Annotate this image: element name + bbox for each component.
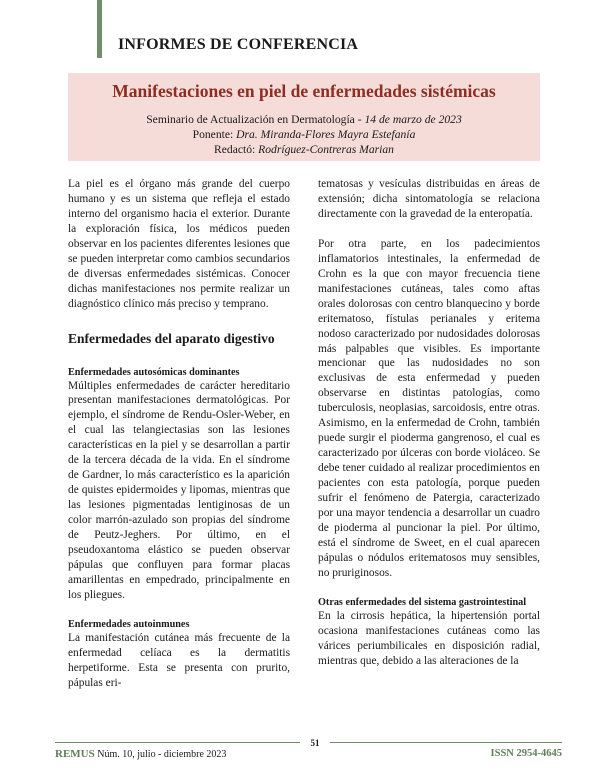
left-column [68,177,290,691]
celiac-continuation: tematosas y vesículas distribuidas en áreas de extensión; dicha sintomatología se relaciona directamente con la gravedad de la enteropatía. [318,178,540,220]
journal-issue: Núm. 10, julio - diciembre 2023 [94,749,227,760]
right-column [318,177,540,669]
seminar-date: 14 de marzo de 2023 [364,113,462,126]
speaker-label: Ponente: [192,128,237,141]
article-banner [68,73,540,161]
speaker-name: Dra. Miranda-Flores Mayra Estefanía [236,128,416,141]
footer-rule-right [330,742,562,743]
footer-rule-left [55,742,300,743]
crohn-paragraph: Por otra parte, en los padecimientos inflamatorios intestinales, la enfermedad de Crohn es la que con mayor frecuencia tiene manifestaciones cutáneas, tales como aftas orales dolorosas con centro blanquecino y borde eritematoso, fístulas perianales y eritema nodoso caracterizado por nudosidades dolorosas más palpables que visibles. Es importante mencionar que las nudosidades no son exclusivas de esta enfermedad y pueden observarse en distintas patologías, como tuberculosis, neoplasias, sarcoidosis, entre otras. Asimismo, en la enfermedad de Crohn, también puede surgir el pioderma gangrenoso, el cual es caracterizado por úlceras con borde violáceo. Se debe tener cuidado al realizar procedimientos en pacientes con esta patología, porque pueden sufrir el fenómeno de Patergia, caracterizado por una mayor tendencia a desarrollar un cuadro de pioderma al puncionar la piel. Por último, está el síndrome de Sweet, en el cual aparecen pápulas o nódulos eritematosos muy sensibles, no pruriginosos. [318,237,540,579]
journal-info [55,748,226,760]
page-number: 51 [310,738,320,748]
seminar-name: Seminario de Actualización en Dermatología - [146,113,365,126]
section-accent-bar [97,0,102,58]
writer-label: Redactó: [214,143,259,156]
journal-brand: REMUS [55,748,95,760]
digestive-heading: Enfermedades del aparato digestivo [68,330,275,346]
other-gi-subheading: Otras enfermedades del sistema gastrointestinal [318,596,527,608]
writer-line [68,143,540,156]
autoimmune-subheading: Enfermedades autoinmunes [68,618,190,630]
autoimmune-paragraph: La manifestación cutánea más frecuente de la enfermedad celíaca es la dermatitis herpetiforme. Esta se presenta con prurito, pápulas eri- [68,631,290,689]
autosomal-paragraph: Múltiples enfermedades de carácter hereditario presentan manifestaciones dermatológicas. Por ejemplo, el síndrome de Rendu-Osler-Weber, en el cual las telangiectasias son las lesiones características en la piel y se desarrollan a partir de la tercera década de la vida. En el síndrome de Gardner, lo más característico es la aparición de quistes epidermoides y lipomas, mientras que las lesiones pigmentadas lentiginosas de un color marrón-azulado son propias del síndrome de Peutz-Jeghers. Por último, en el pseudoxantoma elástico se pueden observar pápulas que confluyen para formar placas amarillentas en empedrado, principalmente en los pliegues. [68,379,290,601]
autosomal-subheading: Enfermedades autosómicas dominantes [68,366,240,378]
speaker-line [68,128,540,141]
intro-paragraph: La piel es el órgano más grande del cuerpo humano y es un sistema que refleja el estado interno del organismo hacia el exterior. Durante la exploración física, los médicos pueden observar en los pacientes diferentes lesiones que se pueden interpretar como cambios secundarios de diversas enfermedades sistémicas. Conocer dichas manifestaciones nos permite realizar un diagnóstico clínico más preciso y temprano. [68,178,290,310]
cirrhosis-paragraph: En la cirrosis hepática, la hipertensión portal ocasiona manifestaciones cutáneas como las várices periumbilicales en disposición radial, mientras que, debido a las alteraciones de la [318,609,540,667]
article-title: Manifestaciones en piel de enfermedades sistémicas [112,81,496,101]
issn: ISSN 2954-4645 [490,748,562,759]
writer-name: Rodríguez-Contreras Marian [258,143,394,156]
seminar-line [68,113,540,126]
section-heading: INFORMES DE CONFERENCIA [118,36,359,53]
